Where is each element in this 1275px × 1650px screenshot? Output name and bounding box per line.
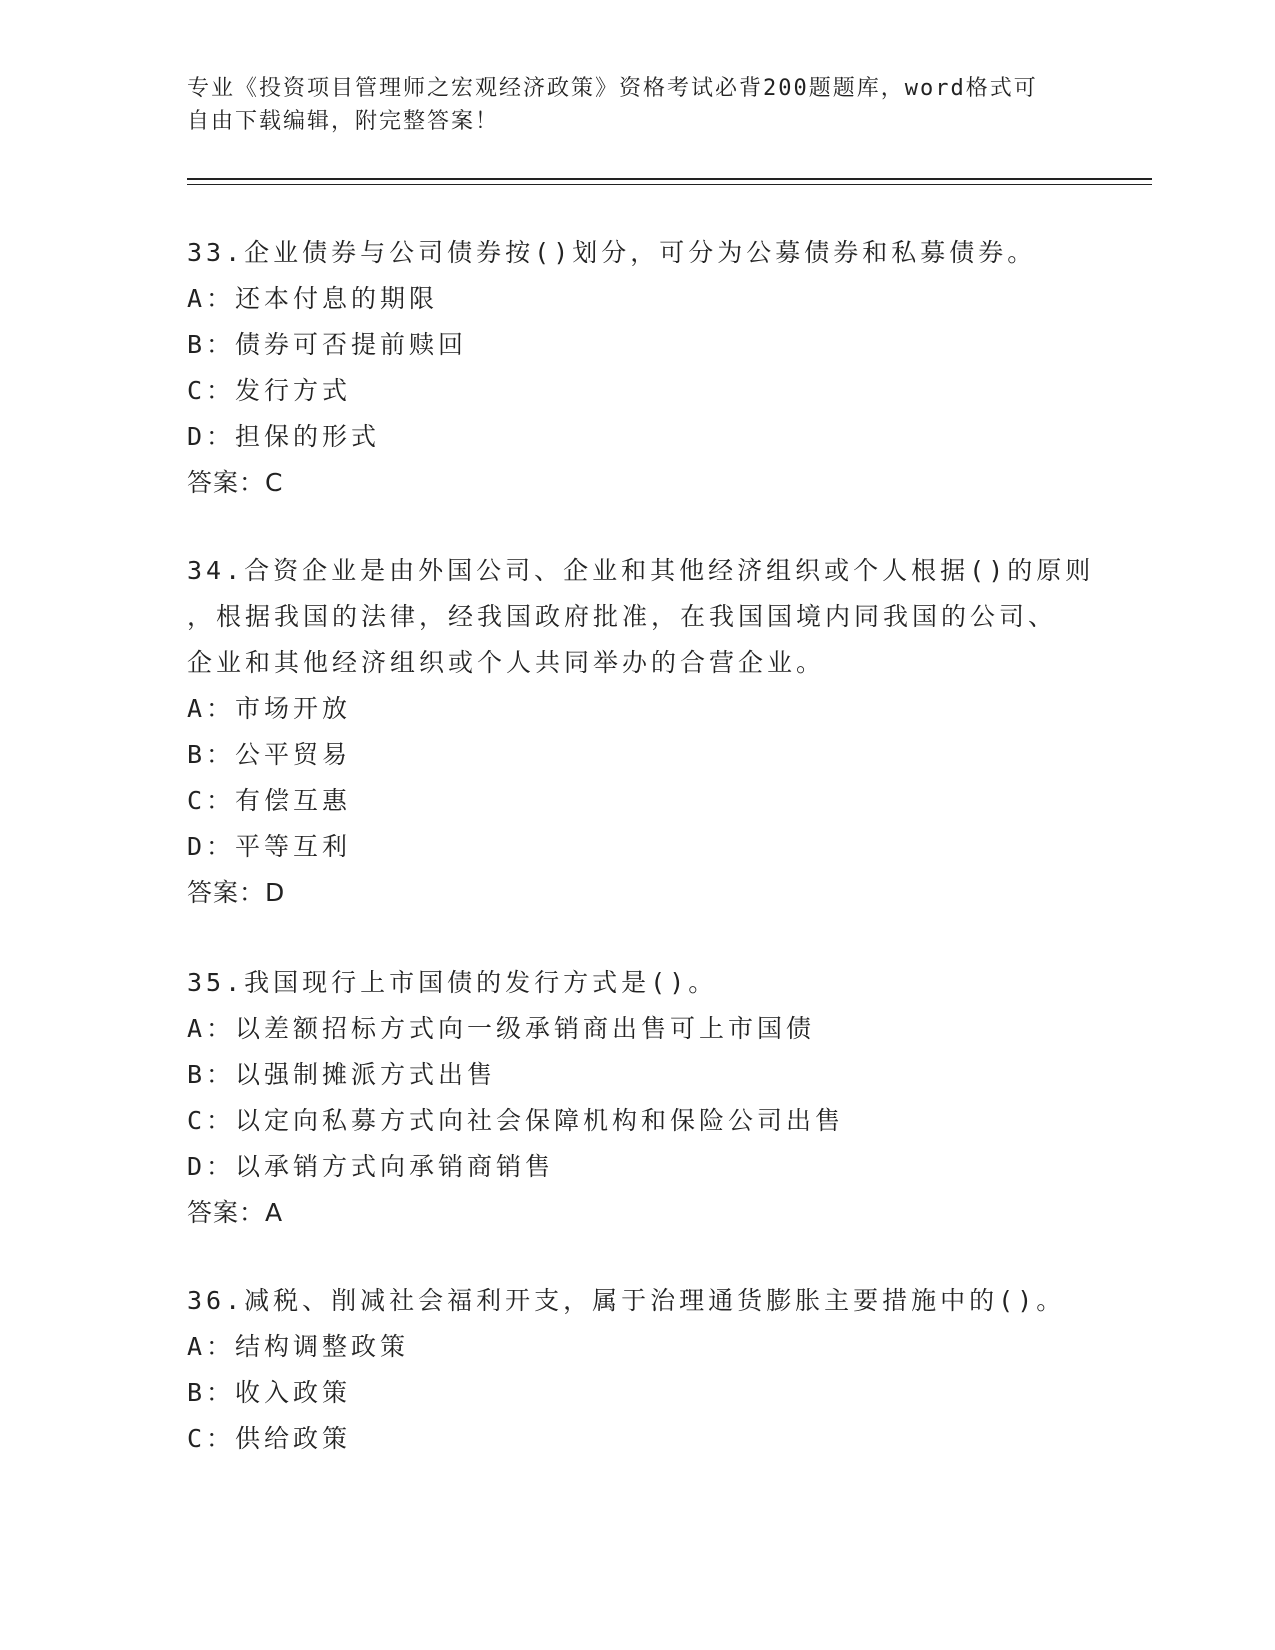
question-34: [187, 548, 1095, 916]
option-c: C：发行方式: [187, 376, 352, 405]
answer-label: 答案：C: [187, 468, 284, 497]
header-line-1: 专业《投资项目管理师之宏观经济政策》资格考试必背200题题库，word格式可: [187, 76, 1038, 101]
question-35: [187, 960, 1087, 1236]
question-stem-line-3: 企业和其他经济组织或个人共同举办的合营企业。: [187, 648, 826, 677]
option-d: D：以承销方式向承销商销售: [187, 1152, 555, 1181]
option-a: A：以差额招标方式向一级承销商出售可上市国债: [187, 1014, 816, 1043]
document-header: [187, 72, 1087, 138]
question-stem-line-2: ，根据我国的法律，经我国政府批准，在我国国境内同我国的公司、: [187, 602, 1058, 631]
option-b: B：收入政策: [187, 1378, 352, 1407]
option-d: D：平等互利: [187, 832, 352, 861]
question-stem: 35.我国现行上市国债的发行方式是()。: [187, 968, 718, 997]
option-b: B：公平贸易: [187, 740, 352, 769]
option-a: A：结构调整政策: [187, 1332, 410, 1361]
header-line-2: 自由下载编辑，附完整答案！: [187, 109, 500, 134]
header-divider-thin: [187, 184, 1152, 185]
question-36: [187, 1278, 1087, 1462]
option-c: C：以定向私募方式向社会保障机构和保险公司出售: [187, 1106, 845, 1135]
option-b: B：债券可否提前赎回: [187, 330, 468, 359]
question-33: [187, 230, 1087, 506]
option-d: D：担保的形式: [187, 422, 381, 451]
option-c: C：有偿互惠: [187, 786, 352, 815]
answer-label: 答案：A: [187, 1198, 284, 1227]
question-stem: 33.企业债券与公司债券按()划分，可分为公募债券和私募债券。: [187, 238, 1037, 267]
option-c: C：供给政策: [187, 1424, 352, 1453]
question-stem-line-1: 34.合资企业是由外国公司、企业和其他经济组织或个人根据()的原则: [187, 556, 1095, 585]
option-a: A：还本付息的期限: [187, 284, 439, 313]
answer-label: 答案：D: [187, 878, 286, 907]
question-stem: 36.减税、削减社会福利开支，属于治理通货膨胀主要措施中的()。: [187, 1286, 1066, 1315]
option-b: B：以强制摊派方式出售: [187, 1060, 497, 1089]
header-divider-thick: [187, 178, 1152, 180]
option-a: A：市场开放: [187, 694, 352, 723]
